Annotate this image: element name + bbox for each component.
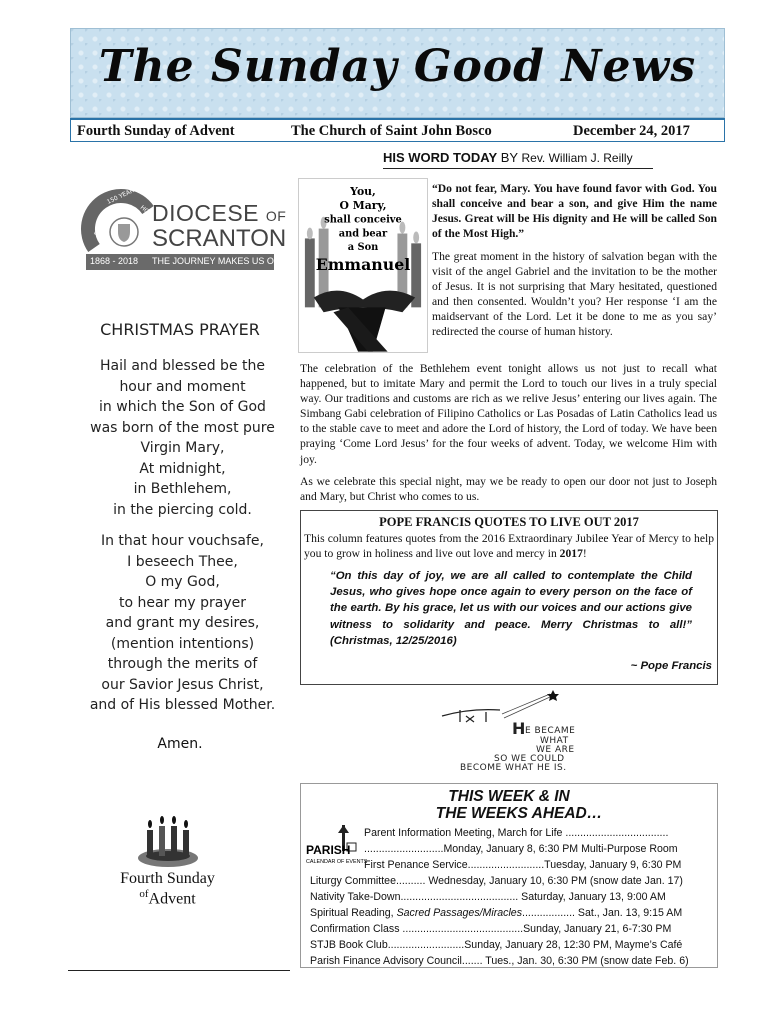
occasion-label: Fourth Sunday of Advent xyxy=(77,123,235,139)
prayer-line: In that hour vouchsafe, xyxy=(100,533,264,549)
pope-attribution: ~ Pope Francis xyxy=(630,660,712,672)
church-name: The Church of Saint John Bosco xyxy=(291,123,492,139)
christmas-prayer xyxy=(80,356,285,727)
event-item: Confirmation Class .........................................Sunday, January 21, 6-7:30 PM xyxy=(310,923,672,935)
logo-arc-text: 150 YEARS xyxy=(105,185,139,206)
he-became-line-5: BECOME WHAT HE IS. xyxy=(460,763,567,773)
emmanuel-line-5: a Son xyxy=(347,242,379,254)
this-week-title xyxy=(300,788,718,822)
logo-of-word: OF xyxy=(265,208,287,224)
he-became-line-4: SO WE COULD xyxy=(494,754,565,764)
emmanuel-line-1: You, xyxy=(350,185,376,199)
event-item: Nativity Take-Down........................................ Saturday, January 13, 9:00 AM xyxy=(310,891,666,903)
pope-intro-end: ! xyxy=(582,547,587,560)
info-bar xyxy=(70,118,725,142)
he-became-line-2: WHAT xyxy=(540,736,569,746)
prayer-line: Virgin Mary, xyxy=(140,440,225,456)
prayer-line: through the merits of xyxy=(107,656,258,672)
issue-date: December 24, 2017 xyxy=(573,123,690,139)
this-week-title-line-1: THIS WEEK & IN xyxy=(448,788,570,805)
prayer-title: CHRISTMAS PRAYER xyxy=(100,320,260,339)
advent-word: Advent xyxy=(148,890,196,908)
event-item: ...........................Monday, January 8, 6:30 PM Multi-Purpose Room xyxy=(364,843,678,855)
gospel-quote: “Do not fear, Mary. You have found favor with God. You shall conceive and bear a son, and give Him the name Jesus. Great will be His dignity and He will be called Son of the Most High.” xyxy=(432,182,717,241)
masthead xyxy=(70,28,725,118)
parish-calendar-logo xyxy=(306,823,368,867)
prayer-line: to hear my prayer xyxy=(118,594,247,611)
his-word-heading xyxy=(383,150,633,165)
logo-diocese-word: DIOCESE xyxy=(152,200,260,226)
advent-wreath-icon xyxy=(135,812,201,870)
prayer-line: hour and moment xyxy=(119,378,246,395)
logo-faith-text: FAITH xyxy=(93,218,106,237)
prayer-line: I beseech Thee, xyxy=(127,553,238,570)
advent-label-line-2 xyxy=(100,888,235,908)
prayer-line: in the piercing cold. xyxy=(113,501,252,518)
pope-intro-year: 2017 xyxy=(559,547,583,560)
event-item: First Penance Service..........................Tuesday, January 9, 6:30 PM xyxy=(364,859,682,871)
prayer-line: was born of the most pure xyxy=(90,419,275,436)
logo-diocese-line xyxy=(152,200,286,227)
prayer-line: and of His blessed Mother. xyxy=(89,697,276,713)
emmanuel-line-2: O Mary, xyxy=(339,198,387,212)
event-item: Spiritual Reading, Sacred Passages/Miracles.................. Sat., Jan. 13, 9:15 AM xyxy=(310,907,683,919)
advent-label-line-1: Fourth Sunday xyxy=(120,870,215,887)
newsletter-title: The Sunday Good News xyxy=(98,41,697,92)
article-paragraph-1: The great moment in the history of salvation began with the visit of the angel Gabriel and the invitation to be the mother of Jesus. It is not surprising that Mary hesitated, questioned and then consented. Wouldn’t you? Her response ‘I am the maidservant of the Lord. Let it be done to me as you say’ redirected the course of human history. xyxy=(432,250,717,339)
emmanuel-line-6: Emmanuel xyxy=(315,254,411,274)
emmanuel-candles-illustration xyxy=(298,178,428,353)
bottom-rule xyxy=(68,970,290,971)
he-became-graphic xyxy=(440,688,620,778)
event-item: Parent Information Meeting, March for Life ................................... xyxy=(364,827,669,839)
pope-box-heading: POPE FRANCIS QUOTES TO LIVE OUT 2017 xyxy=(379,515,639,529)
logo-scranton: SCRANTON xyxy=(152,225,287,252)
prayer-amen: Amen. xyxy=(157,736,203,752)
logo-hope-text: HOPE xyxy=(138,204,156,221)
by-label: BY xyxy=(500,150,518,165)
diocese-seal-icon xyxy=(86,185,156,258)
prayer-stanza-2 xyxy=(80,531,285,716)
prayer-line: in which the Son of God xyxy=(99,399,266,415)
event-item: Parish Finance Advisory Council....... Tues., Jan. 30, 6:30 PM (snow date Feb. 6) xyxy=(310,955,689,967)
event-item: Liturgy Committee.......... Wednesday, January 10, 6:30 PM (snow date Jan. 17) xyxy=(310,875,683,887)
emmanuel-line-4: and bear xyxy=(338,228,388,240)
parish-logo-word: PARISH xyxy=(306,843,351,857)
prayer-line: At midnight, xyxy=(139,460,226,477)
he-became-line-1: E BECAME xyxy=(525,726,576,736)
prayer-line: Hail and blessed be the xyxy=(100,358,265,374)
pope-box-intro xyxy=(304,531,714,561)
prayer-line: O my God, xyxy=(145,574,220,590)
prayer-line: in Bethlehem, xyxy=(133,481,232,497)
article-paragraph-3: As we celebrate this special night, may we be ready to open our door not just to Joseph and Mary, but Christ who comes to us. xyxy=(300,475,717,504)
author-name: Rev. William J. Reilly xyxy=(521,151,633,165)
prayer-line: and grant my desires, xyxy=(105,615,260,631)
pope-quote: “On this day of joy, we are all called to contemplate the Child Jesus, who gives hope once again to every person on the face of the earth. By his grace, let us with our voices and our actions give witness to solidarity and peace. Merry Christmas to all!” (Christmas, 12/25/2016) xyxy=(330,570,692,647)
logo-years: 1868 - 2018 xyxy=(90,256,139,266)
pope-intro-text: This column features quotes from the 2016 Extraordinary Jubilee Year of Mercy to help you to grow in holiness and live out love and mercy in xyxy=(304,532,714,560)
article-paragraph-2: The celebration of the Bethlehem event tonight allows us not just to recall what happened, but to imitate Mary and permit the Lord to touch our lives in a truly special way. Our traditions and customs are rich as we relive Jesus’ entering our lives again. The Simbang Gabi celebration of Filipino Catholics or Las Posadas of Latin Catholics lead us to the stable cave to meet and adore the Lord of history, the Lord of today. We have been praying ‘Come Lord Jesus’ for the four weeks of advent. Today, we welcome Him with joy. xyxy=(300,362,717,466)
this-week-title-line-2: THE WEEKS AHEAD… xyxy=(435,805,603,822)
prayer-line: our Savior Jesus Christ, xyxy=(101,676,264,693)
logo-tagline: THE JOURNEY MAKES US ONE xyxy=(152,256,287,266)
he-became-initial: H xyxy=(512,719,526,738)
prayer-stanza-1 xyxy=(80,356,285,520)
event-item: STJB Book Club..........................Sunday, January 28, 12:30 PM, Mayme’s Café xyxy=(310,939,683,951)
heading-rule xyxy=(383,168,653,169)
he-became-line-3: WE ARE xyxy=(536,745,575,755)
his-word-title: HIS WORD TODAY xyxy=(383,150,498,165)
parish-logo-sub: CALENDAR OF EVENTS xyxy=(306,859,368,865)
emmanuel-line-3: shall conceive xyxy=(324,214,402,226)
advent-of: of xyxy=(139,888,149,900)
prayer-line: (mention intentions) xyxy=(110,635,255,652)
